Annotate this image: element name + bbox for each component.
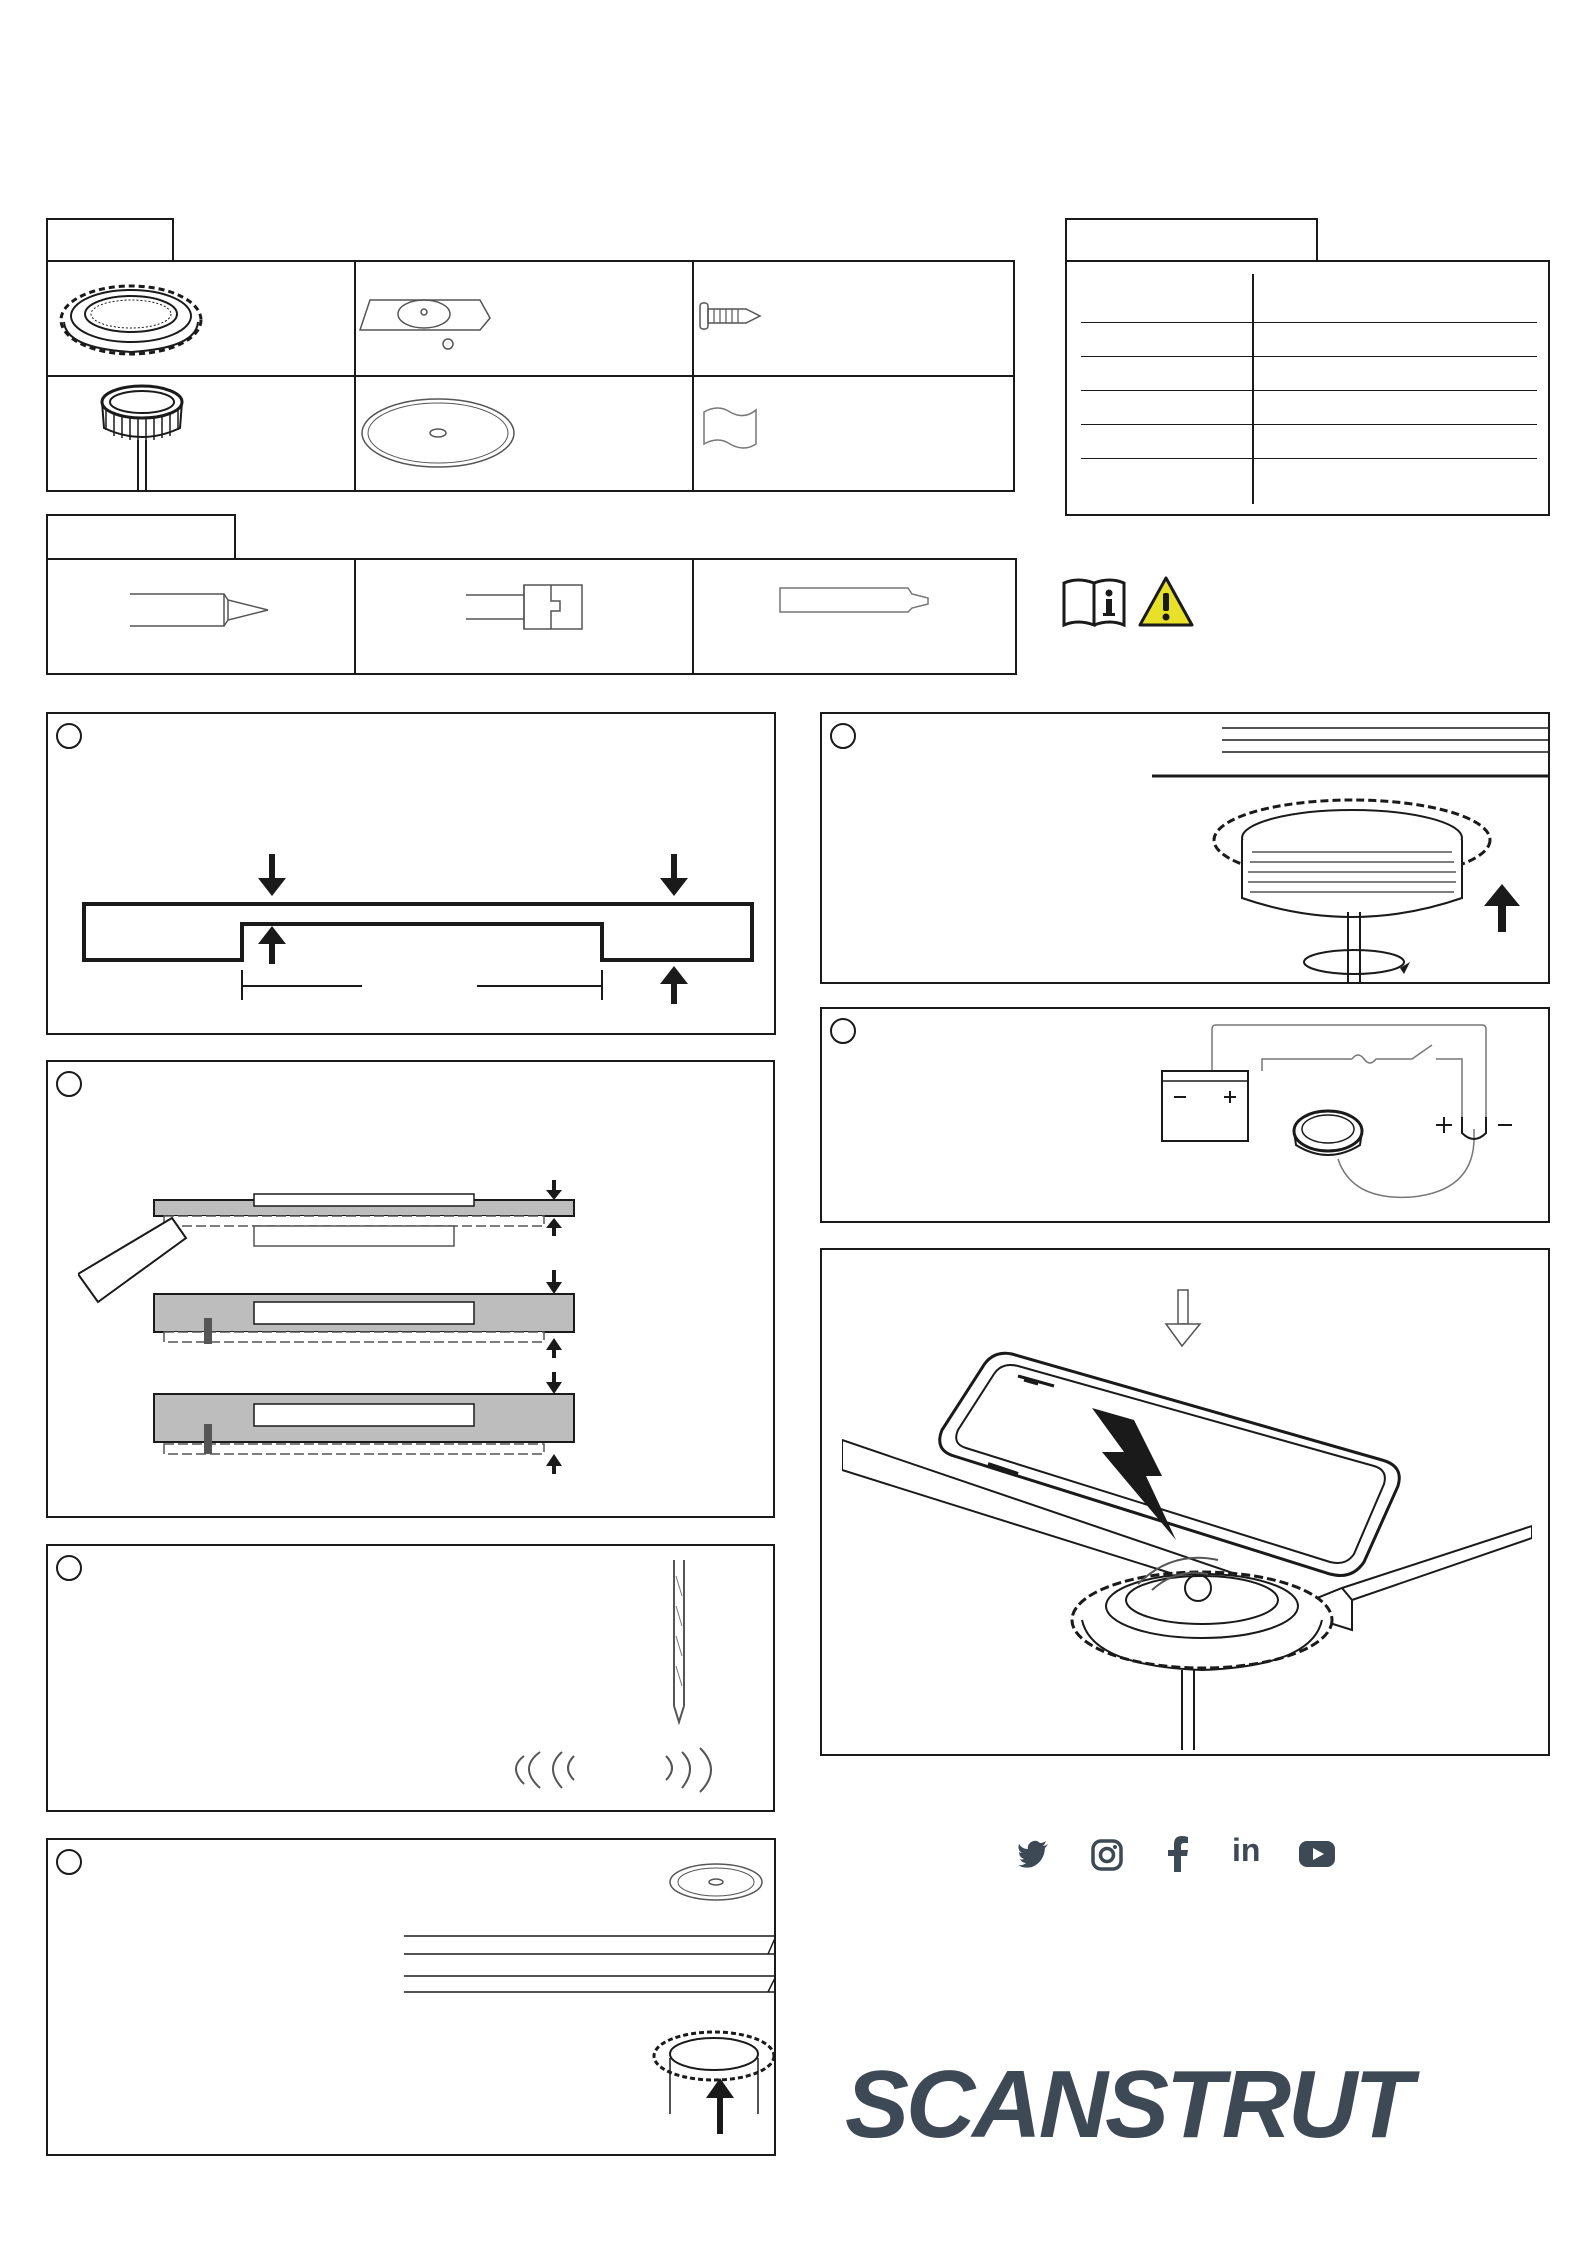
kit-item-adhesive-pad bbox=[358, 282, 688, 372]
social-icons-row bbox=[1010, 1834, 1350, 1874]
kit-item-gasket bbox=[358, 387, 688, 487]
read-manual-icon bbox=[1062, 575, 1128, 629]
self-tapping-screw-icon bbox=[698, 297, 768, 337]
step-number-circle bbox=[56, 723, 82, 749]
kit-item-leaflet bbox=[700, 400, 1000, 480]
step-number-circle bbox=[56, 1555, 82, 1581]
charger-puck-with-cable-icon bbox=[88, 380, 208, 490]
tool-marker bbox=[778, 578, 958, 638]
mounting-options-diagram bbox=[78, 1162, 598, 1492]
step-1-panel bbox=[46, 712, 776, 1035]
kit-contents-grid bbox=[46, 260, 1015, 492]
step-number-circle bbox=[56, 1071, 82, 1097]
hole-saw-icon bbox=[466, 575, 596, 645]
step-number-circle bbox=[830, 723, 856, 749]
table-column-divider bbox=[1252, 274, 1254, 504]
puck-tightening-diagram bbox=[1152, 722, 1550, 984]
kit-contents-tab bbox=[46, 218, 174, 262]
table-row-divider bbox=[1081, 458, 1537, 459]
table-row-divider bbox=[1081, 356, 1537, 357]
kit-item-charger-puck bbox=[88, 380, 328, 490]
step-4-panel bbox=[46, 1838, 776, 2156]
specs-tab bbox=[1065, 218, 1318, 262]
kit-item-mounting-nut bbox=[56, 270, 356, 370]
marker-pen-icon bbox=[778, 578, 958, 628]
step-2-panel bbox=[46, 1060, 775, 1518]
gasket-install-diagram bbox=[404, 1854, 776, 2150]
tool-drill bbox=[128, 580, 288, 650]
threaded-mounting-nut-icon bbox=[56, 270, 216, 370]
tools-tab bbox=[46, 514, 236, 560]
twitter-icon[interactable] bbox=[1018, 1840, 1050, 1868]
linkedin-icon[interactable]: in bbox=[1232, 1832, 1261, 1868]
grid-divider bbox=[354, 560, 356, 673]
scanstrut-logo: SCANSTRUT bbox=[845, 2051, 1410, 2158]
step-3-panel bbox=[46, 1544, 775, 1812]
grid-divider bbox=[692, 560, 694, 673]
warning-triangle-icon bbox=[1137, 575, 1195, 629]
charging-illustration-panel bbox=[820, 1248, 1550, 1756]
table-row-divider bbox=[1081, 424, 1537, 425]
table-row-divider bbox=[1081, 390, 1537, 391]
facebook-icon[interactable] bbox=[1166, 1836, 1190, 1872]
drill-bit-icon bbox=[128, 580, 288, 640]
step-number-circle bbox=[830, 1018, 856, 1044]
step-6-panel bbox=[820, 1007, 1550, 1223]
youtube-icon[interactable] bbox=[1298, 1840, 1336, 1868]
instagram-icon[interactable] bbox=[1090, 1838, 1124, 1872]
surface-thickness-diagram bbox=[62, 844, 762, 1024]
phone-charging-diagram bbox=[842, 1270, 1532, 1750]
grid-divider bbox=[48, 375, 1013, 377]
kit-item-screw bbox=[698, 297, 1008, 367]
step-number-circle bbox=[56, 1849, 82, 1875]
round-gasket-icon bbox=[358, 387, 528, 477]
specs-table bbox=[1065, 260, 1550, 516]
step-5-panel bbox=[820, 712, 1550, 984]
drilling-diagram bbox=[478, 1556, 758, 1806]
tools-grid bbox=[46, 558, 1017, 675]
wiring-diagram bbox=[1152, 1021, 1542, 1217]
instruction-leaflet-icon bbox=[700, 400, 770, 460]
tool-hole-saw bbox=[466, 575, 606, 655]
adhesive-pad-icon bbox=[358, 282, 498, 362]
table-row-divider bbox=[1081, 322, 1537, 323]
